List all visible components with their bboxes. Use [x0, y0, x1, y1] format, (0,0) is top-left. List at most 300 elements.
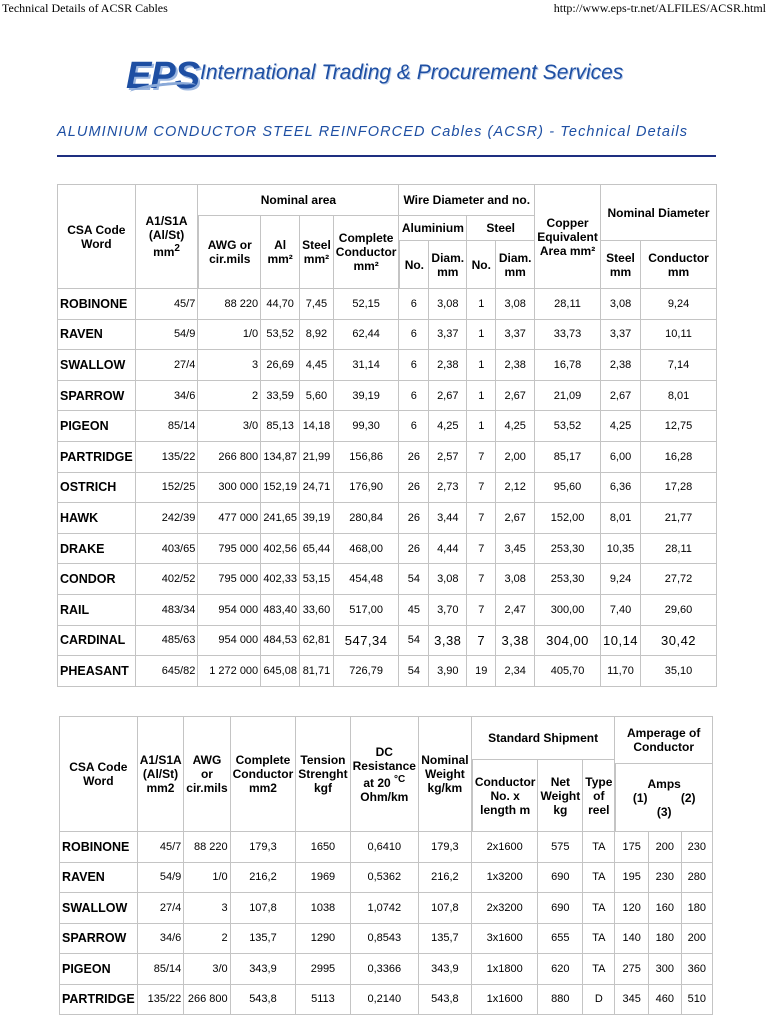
cell-copper: 253,30 [535, 564, 601, 595]
cell-al-diam: 3,08 [429, 289, 467, 320]
header2-net-weight: Net Weight kg [538, 760, 583, 832]
cell-awg: 2 [198, 381, 261, 412]
cell-complete: 99,30 [334, 411, 400, 442]
header2-amps-1: (1) [632, 790, 648, 805]
cell-code: ROBINONE [57, 289, 136, 320]
cell-length: 1x3200 [472, 863, 539, 894]
cell-steel: 7,45 [300, 289, 334, 320]
cell-awg: 1/0 [184, 863, 230, 894]
cell-nd-steel: 10,14 [601, 626, 641, 657]
cell-copper: 95,60 [535, 473, 601, 504]
cell-nd-cond: 16,28 [641, 442, 717, 473]
cell-length: 1x1800 [472, 954, 539, 985]
cell-al-no: 54 [399, 564, 429, 595]
cell-nd-cond: 29,60 [641, 595, 717, 626]
cell-al-no: 26 [399, 534, 429, 565]
header-a1s1a-text: A1/S1A (Al/St) mm [145, 214, 188, 259]
cell-weight: 179,3 [419, 832, 472, 863]
cell-al-no: 6 [399, 350, 429, 381]
cell-steel: 8,92 [300, 320, 334, 351]
header-aluminium: Aluminium [399, 216, 467, 241]
cell-net: 655 [538, 924, 583, 955]
cell-al-no: 26 [399, 442, 429, 473]
header2-amps-2: (2) [680, 790, 696, 805]
cell-st-diam: 3,37 [496, 320, 535, 351]
cell-awg: 1 272 000 [198, 656, 261, 687]
cell-a2: 460 [649, 985, 682, 1016]
cell-nd-cond: 27,72 [641, 564, 717, 595]
cell-al-no: 54 [399, 626, 429, 657]
cell-st-diam: 3,08 [496, 564, 535, 595]
cell-a3: 510 [682, 985, 713, 1016]
cell-a1: 275 [615, 954, 649, 985]
cell-st-diam: 2,47 [496, 595, 535, 626]
cell-steel: 65,44 [300, 534, 334, 565]
cell-st-diam: 2,67 [496, 381, 535, 412]
cell-st-diam: 3,45 [496, 534, 535, 565]
cell-al: 645,08 [261, 656, 300, 687]
cell-al: 484,53 [261, 626, 300, 657]
cell-a1s1a: 242/39 [136, 503, 199, 534]
cell-reel: TA [583, 863, 615, 894]
cell-a1s1a: 645/82 [136, 656, 199, 687]
cell-awg: 88 220 [198, 289, 261, 320]
cell-awg: 300 000 [198, 473, 261, 504]
cell-length: 2x1600 [472, 832, 539, 863]
cell-st-no: 1 [467, 411, 496, 442]
header-nd-conductor: Conductor mm [641, 241, 717, 289]
table-row [59, 954, 713, 985]
cell-a3: 280 [682, 863, 713, 894]
table-row [57, 350, 717, 381]
header2-standard-shipment: Standard Shipment [472, 716, 616, 760]
cell-steel: 5,60 [300, 381, 334, 412]
cell-al-no: 6 [399, 381, 429, 412]
cell-code: PHEASANT [57, 656, 136, 687]
cell-st-no: 19 [467, 656, 496, 687]
cell-awg: 795 000 [198, 534, 261, 565]
cell-st-no: 7 [467, 564, 496, 595]
header2-amps-3: (3) [656, 804, 672, 819]
cell-dc: 1,0742 [351, 893, 419, 924]
cell-a1s1a: 45/7 [136, 289, 199, 320]
page-bottom-edge [0, 1015, 768, 1024]
cell-copper: 152,00 [535, 503, 601, 534]
cell-nd-steel: 10,35 [601, 534, 641, 565]
cell-net: 880 [538, 985, 583, 1016]
cell-complete: 176,90 [334, 473, 400, 504]
cell-code: RAVEN [57, 320, 136, 351]
cell-al-no: 26 [399, 503, 429, 534]
header-al-no: No. [399, 241, 429, 289]
table-row [59, 985, 713, 1016]
cell-nd-cond: 10,11 [641, 320, 717, 351]
cell-a1s1a: 403/65 [136, 534, 199, 565]
cell-reel: TA [583, 924, 615, 955]
cell-complete: 52,15 [334, 289, 400, 320]
header2-type-of-reel: Type of reel [583, 760, 615, 832]
cell-complete: 179,3 [231, 832, 297, 863]
cell-a2: 200 [649, 832, 682, 863]
cell-copper: 21,09 [535, 381, 601, 412]
header-complete-conductor: Complete Conductor mm² [334, 216, 400, 289]
table-row [57, 381, 717, 412]
cell-nd-steel: 3,08 [601, 289, 641, 320]
document-title: ALUMINIUM CONDUCTOR STEEL REINFORCED Cables (ACSR) - Technical Details [57, 124, 689, 140]
cell-st-diam: 2,00 [496, 442, 535, 473]
cell-al-diam: 3,44 [429, 503, 467, 534]
table-row [57, 289, 717, 320]
cell-tension: 1969 [296, 863, 350, 894]
cell-awg: 954 000 [198, 626, 261, 657]
cell-al: 33,59 [261, 381, 300, 412]
table-row [57, 473, 717, 504]
table-row [57, 564, 717, 595]
cell-tension: 1290 [296, 924, 350, 955]
cell-awg: 477 000 [198, 503, 261, 534]
header2-dc-pre: DC Resistance at 20 [352, 744, 416, 790]
cell-complete: 107,8 [231, 893, 297, 924]
cell-nd-steel: 2,38 [601, 350, 641, 381]
cell-weight: 135,7 [419, 924, 472, 955]
cell-awg: 2 [184, 924, 230, 955]
cell-nd-steel: 11,70 [601, 656, 641, 687]
cell-al-diam: 3,08 [429, 564, 467, 595]
cell-st-diam: 4,25 [496, 411, 535, 442]
cell-code: PARTRIDGE [59, 985, 138, 1016]
cell-nd-steel: 6,36 [601, 473, 641, 504]
cell-a1s1a: 27/4 [136, 350, 199, 381]
cell-al-no: 45 [399, 595, 429, 626]
cell-a3: 200 [682, 924, 713, 955]
cell-steel: 33,60 [300, 595, 334, 626]
cell-code: PIGEON [57, 411, 136, 442]
cell-weight: 107,8 [419, 893, 472, 924]
cell-length: 1x1600 [472, 985, 539, 1016]
header-al: Al mm² [261, 216, 300, 289]
cell-al-diam: 4,25 [429, 411, 467, 442]
cell-awg: 88 220 [184, 832, 230, 863]
cell-st-diam: 2,12 [496, 473, 535, 504]
header-awg: AWG or cir.mils [198, 216, 261, 289]
cell-nd-cond: 17,28 [641, 473, 717, 504]
cell-al-diam: 2,38 [429, 350, 467, 381]
cell-a1s1a: 135/22 [138, 985, 185, 1016]
cell-code: RAIL [57, 595, 136, 626]
header2-complete-conductor: Complete Conductor mm2 [231, 716, 297, 832]
cell-awg: 954 000 [198, 595, 261, 626]
cell-net: 690 [538, 863, 583, 894]
cell-nd-cond: 28,11 [641, 534, 717, 565]
cell-copper: 300,00 [535, 595, 601, 626]
cell-al-diam: 3,37 [429, 320, 467, 351]
cell-steel: 21,99 [300, 442, 334, 473]
cell-code: SPARROW [59, 924, 138, 955]
cell-al-no: 6 [399, 320, 429, 351]
cell-code: OSTRICH [57, 473, 136, 504]
header2-a1s1a: A1/S1A (Al/St) mm2 [138, 716, 185, 832]
table-row [57, 411, 717, 442]
cell-a1s1a: 152/25 [136, 473, 199, 504]
cell-st-no: 1 [467, 381, 496, 412]
cell-st-diam: 3,38 [496, 626, 535, 657]
cell-al: 483,40 [261, 595, 300, 626]
cell-steel: 81,71 [300, 656, 334, 687]
cell-al: 402,56 [261, 534, 300, 565]
cell-nd-steel: 6,00 [601, 442, 641, 473]
cell-al-diam: 3,38 [429, 626, 467, 657]
table-row [57, 442, 717, 473]
header-steel-group: Steel [467, 216, 535, 241]
cell-a1: 120 [615, 893, 649, 924]
cell-copper: 304,00 [535, 626, 601, 657]
cell-a1s1a: 85/14 [136, 411, 199, 442]
cell-code: PIGEON [59, 954, 138, 985]
header-copper-equivalent: Copper Equivalent Area mm² [535, 184, 601, 289]
cell-complete: 343,9 [231, 954, 297, 985]
table-row [59, 832, 713, 863]
cell-steel: 53,15 [300, 564, 334, 595]
cell-awg: 795 000 [198, 564, 261, 595]
cell-weight: 543,8 [419, 985, 472, 1016]
cell-a1: 140 [615, 924, 649, 955]
cell-complete: 543,8 [231, 985, 297, 1016]
cell-nd-cond: 8,01 [641, 381, 717, 412]
cell-nd-steel: 4,25 [601, 411, 641, 442]
header-csa-code-word: CSA Code Word [57, 184, 136, 289]
cell-net: 690 [538, 893, 583, 924]
header2-dc-resistance [351, 716, 419, 832]
cell-copper: 85,17 [535, 442, 601, 473]
header-a1s1a-sup: 2 [174, 243, 180, 254]
header2-dc-unit: Ohm/km [360, 789, 409, 804]
cell-al-no: 26 [399, 473, 429, 504]
cell-al-no: 6 [399, 411, 429, 442]
cell-a2: 180 [649, 924, 682, 955]
cell-al: 402,33 [261, 564, 300, 595]
cell-a1: 345 [615, 985, 649, 1016]
cell-a1s1a: 54/9 [138, 863, 185, 894]
header2-conductor-length: Conductor No. x length m [472, 760, 539, 832]
logo-tagline: International Trading & Procurement Services [200, 61, 624, 84]
cell-code: SWALLOW [57, 350, 136, 381]
cell-st-no: 7 [467, 503, 496, 534]
cell-net: 620 [538, 954, 583, 985]
cell-a1: 175 [615, 832, 649, 863]
header2-awg: AWG or cir.mils [184, 716, 230, 832]
cell-dc: 0,6410 [351, 832, 419, 863]
acsr-technical-table [57, 184, 717, 687]
cell-tension: 1038 [296, 893, 350, 924]
header2-csa-code-word: CSA Code Word [59, 716, 138, 832]
company-logo [126, 55, 646, 95]
cell-a2: 300 [649, 954, 682, 985]
cell-al-diam: 3,90 [429, 656, 467, 687]
cell-awg: 3/0 [198, 411, 261, 442]
header2-tension: Tension Strenght kgf [296, 716, 350, 832]
cell-code: ROBINONE [59, 832, 138, 863]
header-a1s1a [136, 184, 199, 289]
cell-complete: 280,84 [334, 503, 400, 534]
header-al-diam: Diam. mm [429, 241, 467, 289]
cell-a3: 360 [682, 954, 713, 985]
cell-length: 2x3200 [472, 893, 539, 924]
cell-awg: 3/0 [184, 954, 230, 985]
cell-complete: 517,00 [334, 595, 400, 626]
cell-al: 26,69 [261, 350, 300, 381]
cell-al-diam: 4,44 [429, 534, 467, 565]
cell-complete: 216,2 [231, 863, 297, 894]
cell-steel: 14,18 [300, 411, 334, 442]
logo-brand: EPS [126, 55, 200, 97]
cell-a1s1a: 45/7 [138, 832, 185, 863]
cell-code: HAWK [57, 503, 136, 534]
cell-al-no: 54 [399, 656, 429, 687]
header2-dc-deg: °C [394, 773, 406, 785]
cell-nd-cond: 30,42 [641, 626, 717, 657]
cell-nd-steel: 7,40 [601, 595, 641, 626]
cell-nd-steel: 8,01 [601, 503, 641, 534]
header2-nominal-weight: Nominal Weight kg/km [419, 716, 472, 832]
cell-a1s1a: 402/52 [136, 564, 199, 595]
cell-copper: 253,30 [535, 534, 601, 565]
cell-code: CONDOR [57, 564, 136, 595]
cell-al: 85,13 [261, 411, 300, 442]
cell-complete: 156,86 [334, 442, 400, 473]
cell-complete: 726,79 [334, 656, 400, 687]
header2-amperage: Amperage of Conductor [615, 716, 713, 764]
page-header-title: Technical Details of ACSR Cables [2, 1, 168, 15]
cell-st-no: 7 [467, 473, 496, 504]
cell-al-no: 6 [399, 289, 429, 320]
cell-al: 44,70 [261, 289, 300, 320]
cell-a1s1a: 85/14 [138, 954, 185, 985]
cell-a1s1a: 483/34 [136, 595, 199, 626]
cell-st-no: 7 [467, 626, 496, 657]
cell-al-diam: 2,67 [429, 381, 467, 412]
cell-tension: 1650 [296, 832, 350, 863]
cell-tension: 5113 [296, 985, 350, 1016]
header2-amps [615, 764, 713, 832]
table-row [59, 893, 713, 924]
cell-weight: 343,9 [419, 954, 472, 985]
table-row [57, 320, 717, 351]
cell-reel: D [583, 985, 615, 1016]
page-header [0, 0, 768, 18]
cell-st-diam: 3,08 [496, 289, 535, 320]
header-st-diam: Diam. mm [496, 241, 535, 289]
cell-code: SWALLOW [59, 893, 138, 924]
cell-complete: 62,44 [334, 320, 400, 351]
table-row [57, 626, 717, 657]
cell-complete: 454,48 [334, 564, 400, 595]
cell-reel: TA [583, 832, 615, 863]
header-steel: Steel mm² [300, 216, 334, 289]
cell-dc: 0,5362 [351, 863, 419, 894]
cell-nd-steel: 2,67 [601, 381, 641, 412]
cell-a1s1a: 34/6 [136, 381, 199, 412]
table-row [57, 595, 717, 626]
cell-nd-cond: 35,10 [641, 656, 717, 687]
cell-steel: 4,45 [300, 350, 334, 381]
page-header-url[interactable]: http://www.eps-tr.net/ALFILES/ACSR.html [553, 1, 766, 15]
cell-awg: 1/0 [198, 320, 261, 351]
cell-steel: 62,81 [300, 626, 334, 657]
cell-st-no: 1 [467, 350, 496, 381]
cell-nd-steel: 3,37 [601, 320, 641, 351]
cell-complete: 39,19 [334, 381, 400, 412]
cell-al-diam: 2,57 [429, 442, 467, 473]
cell-st-no: 7 [467, 442, 496, 473]
cell-code: PARTRIDGE [57, 442, 136, 473]
cell-code: CARDINAL [57, 626, 136, 657]
cell-copper: 16,78 [535, 350, 601, 381]
header2-amps-label: Amps [647, 776, 681, 791]
cell-steel: 39,19 [300, 503, 334, 534]
cell-copper: 28,11 [535, 289, 601, 320]
cell-awg: 3 [184, 893, 230, 924]
cell-a3: 230 [682, 832, 713, 863]
header-st-no: No. [467, 241, 496, 289]
cell-al-diam: 3,70 [429, 595, 467, 626]
cell-dc: 0,2140 [351, 985, 419, 1016]
cell-a1s1a: 135/22 [136, 442, 199, 473]
cell-code: RAVEN [59, 863, 138, 894]
cell-st-diam: 2,34 [496, 656, 535, 687]
cell-tension: 2995 [296, 954, 350, 985]
cell-nd-cond: 7,14 [641, 350, 717, 381]
title-divider [57, 155, 716, 157]
cell-a1s1a: 34/6 [138, 924, 185, 955]
table-row [59, 863, 713, 894]
cell-net: 575 [538, 832, 583, 863]
cell-complete: 135,7 [231, 924, 297, 955]
cell-a1s1a: 27/4 [138, 893, 185, 924]
cell-dc: 0,8543 [351, 924, 419, 955]
table-row [57, 534, 717, 565]
table-row [57, 656, 717, 687]
cell-copper: 33,73 [535, 320, 601, 351]
table-row [59, 924, 713, 955]
cell-nd-cond: 9,24 [641, 289, 717, 320]
cell-nd-steel: 9,24 [601, 564, 641, 595]
cell-length: 3x1600 [472, 924, 539, 955]
cell-al: 134,87 [261, 442, 300, 473]
cell-st-diam: 2,38 [496, 350, 535, 381]
cell-steel: 24,71 [300, 473, 334, 504]
cell-st-diam: 2,67 [496, 503, 535, 534]
acsr-shipment-table [59, 716, 713, 1015]
cell-al: 241,65 [261, 503, 300, 534]
header-nominal-area: Nominal area [198, 184, 399, 216]
cell-complete: 547,34 [334, 626, 400, 657]
cell-a2: 160 [649, 893, 682, 924]
cell-reel: TA [583, 893, 615, 924]
cell-al: 53,52 [261, 320, 300, 351]
header-nominal-diameter: Nominal Diameter [601, 184, 717, 241]
cell-weight: 216,2 [419, 863, 472, 894]
cell-a2: 230 [649, 863, 682, 894]
cell-reel: TA [583, 954, 615, 985]
header-nd-steel: Steel mm [601, 241, 641, 289]
cell-nd-cond: 12,75 [641, 411, 717, 442]
cell-complete: 31,14 [334, 350, 400, 381]
cell-st-no: 7 [467, 595, 496, 626]
cell-awg: 266 800 [198, 442, 261, 473]
cell-nd-cond: 21,77 [641, 503, 717, 534]
cell-a1s1a: 54/9 [136, 320, 199, 351]
cell-a1: 195 [615, 863, 649, 894]
